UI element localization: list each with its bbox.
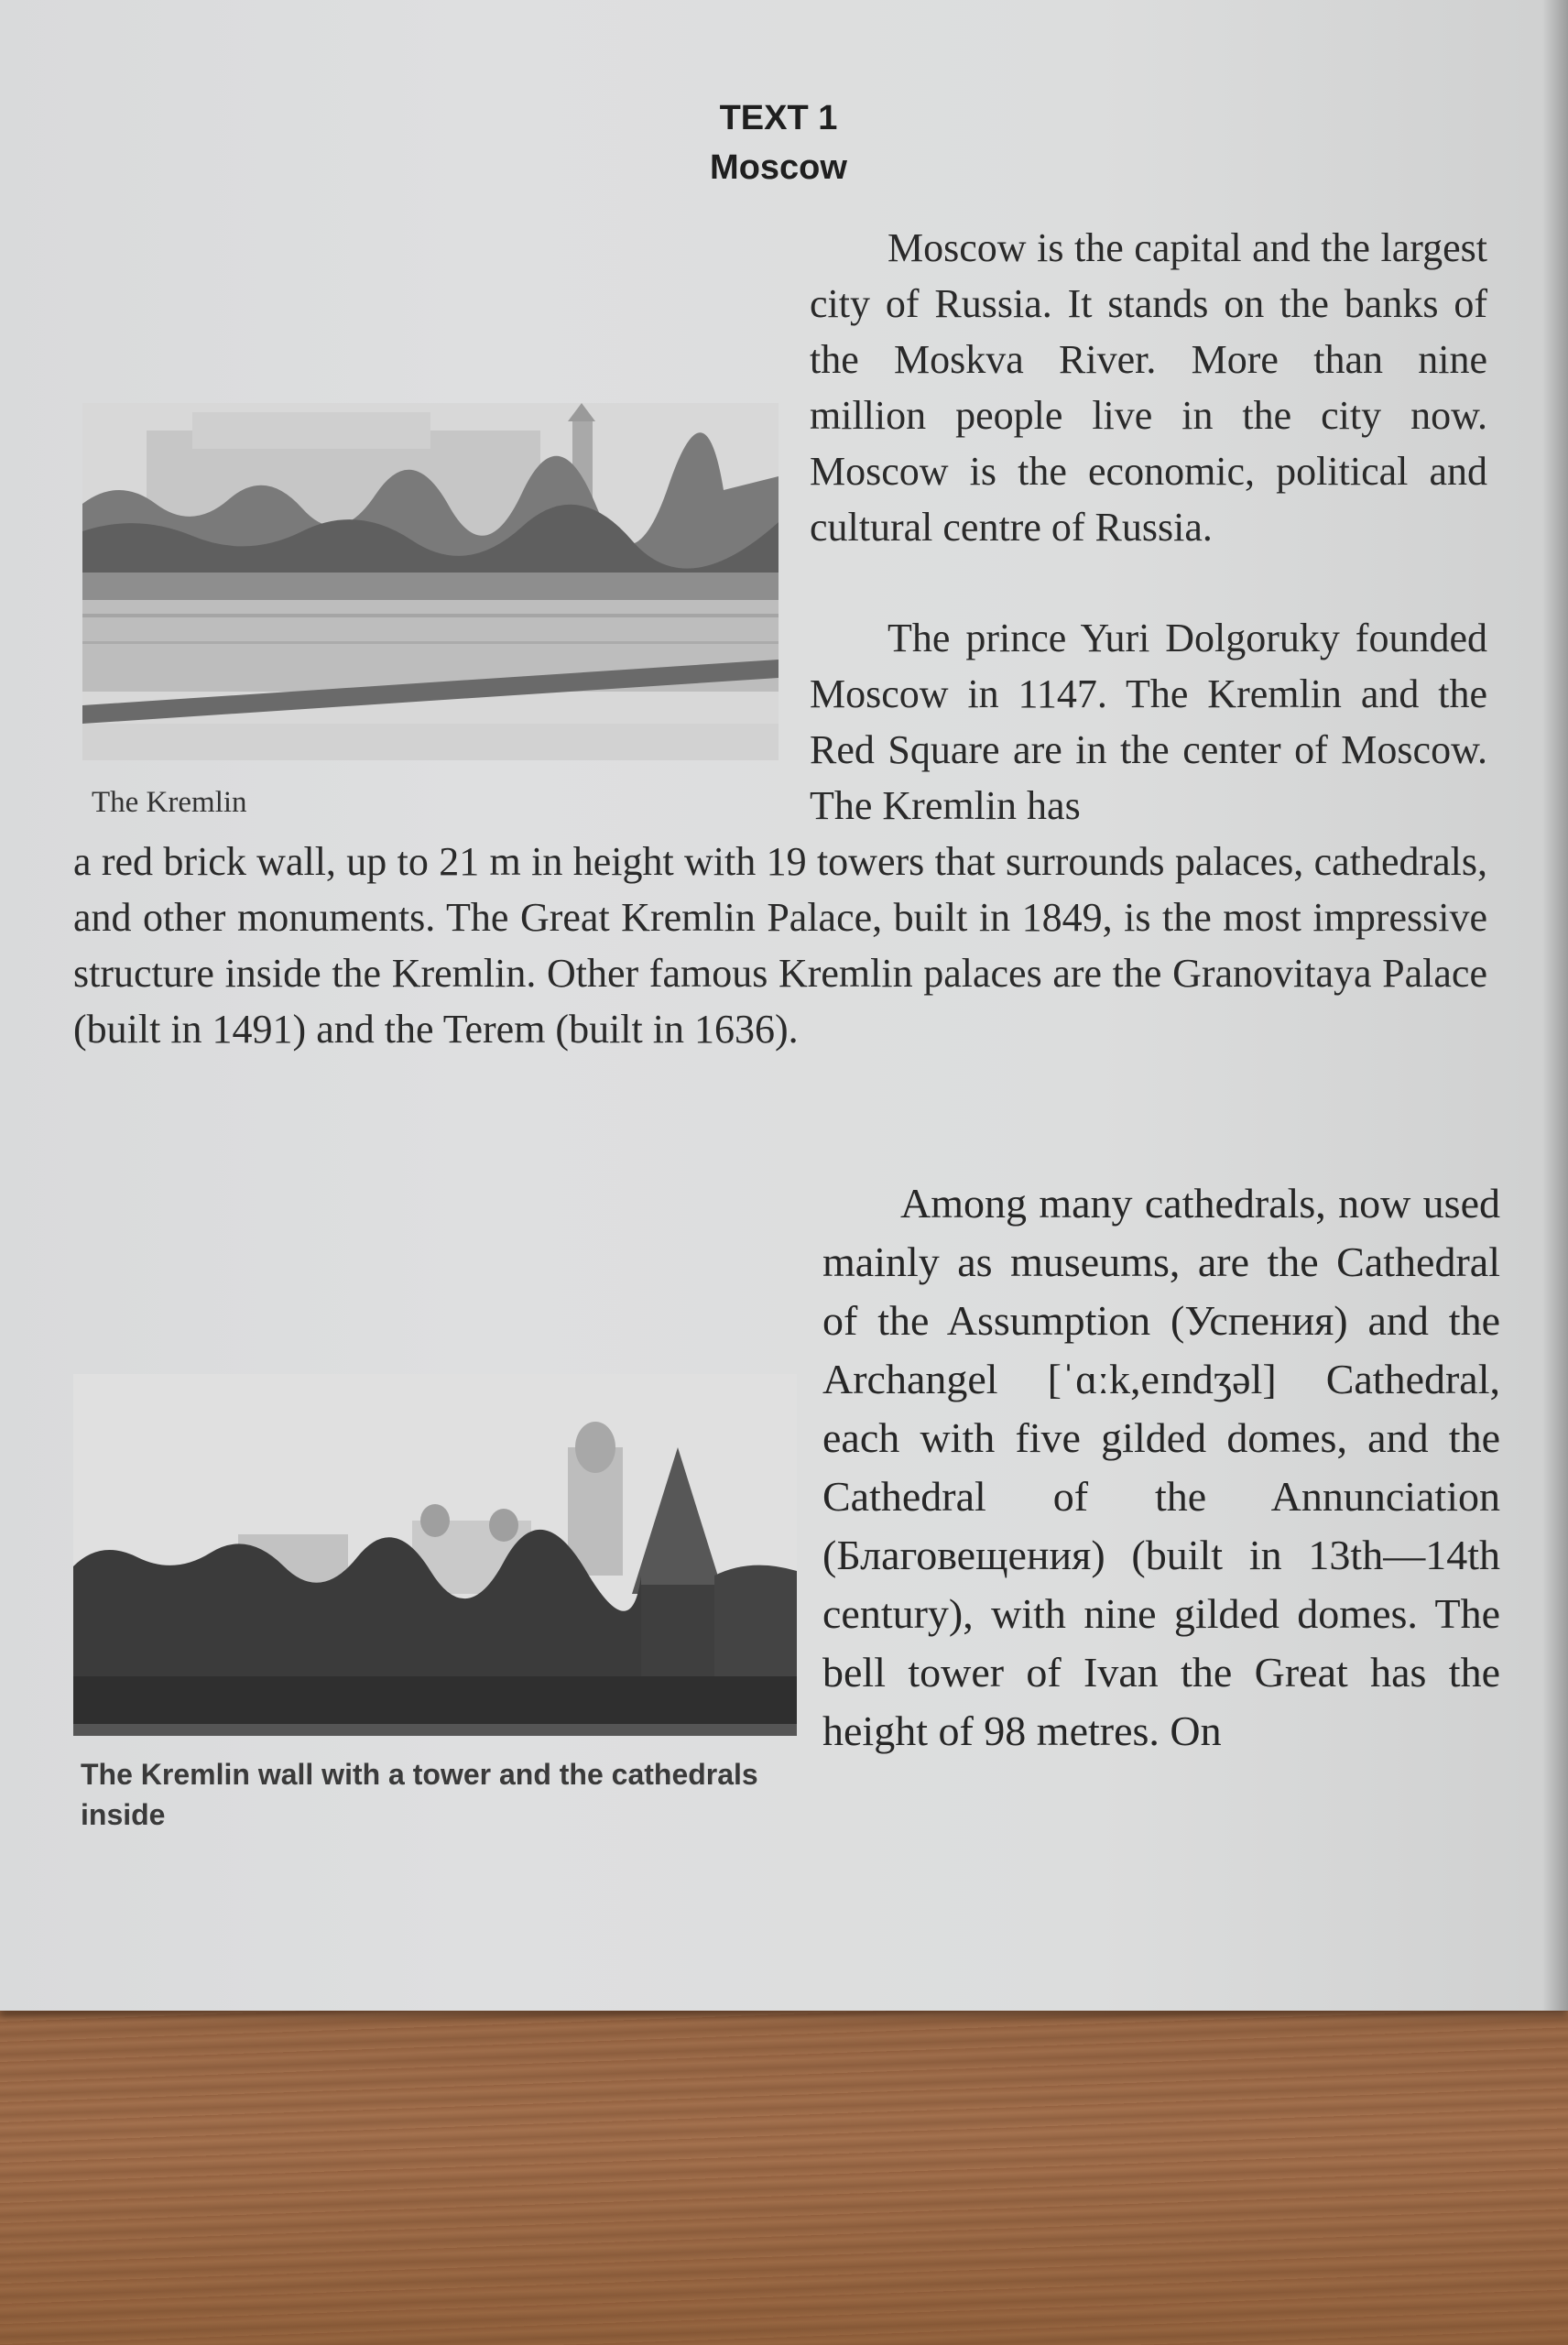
figure-1-caption: The Kremlin [92,786,247,819]
paragraph-2-continued: a red brick wall, up to 21 m in height with 19 towers that surrounds palaces, cathedrals, and other monuments. The Great Kremlin Palace, built in 1849, is the most impressive structure inside the Kremlin. Other famous Kremlin palaces are the Granovitaya Palace (built in 1491) and the Terem (built in 1636). [73,839,1487,1052]
kremlin-photo-illustration [82,403,779,760]
paragraph-3: Among many cathedrals, now used mainly as museums, are the Cathedral of the Assumption (Успения) and the Archangel [ˈɑːk,eɪndʒəl] Cathedral, each with five gilded domes, and the Cathedral of the Annunciation (Благовещения) (built in 13th—14th century), with nine gilded domes. The bell tower of Ivan the Great has the height of 98 metres. On [822,1180,1500,1754]
page-title: Moscow [710,148,847,187]
figure-2-caption: The Kremlin wall with a tower and the cathedrals inside [81,1758,758,1831]
kremlin-photo [82,403,779,760]
paragraph-1: Moscow is the capital and the largest city of Russia. It stands on the banks of the Moskva River. More than nine million people live in the city now. Moscow is the economic, political and cultural centre of Russia. [810,225,1487,550]
text-number-label: TEXT 1 [719,99,838,137]
kremlin-wall-photo [73,1374,797,1736]
wooden-table-background [0,2001,1568,2345]
paragraph-2-start: The prince Yuri Dolgoruky founded Moscow in 1147. The Kremlin and the Red Square are in the center of Moscow. The Kremlin has [810,616,1487,828]
kremlin-wall-photo-illustration [73,1374,797,1736]
